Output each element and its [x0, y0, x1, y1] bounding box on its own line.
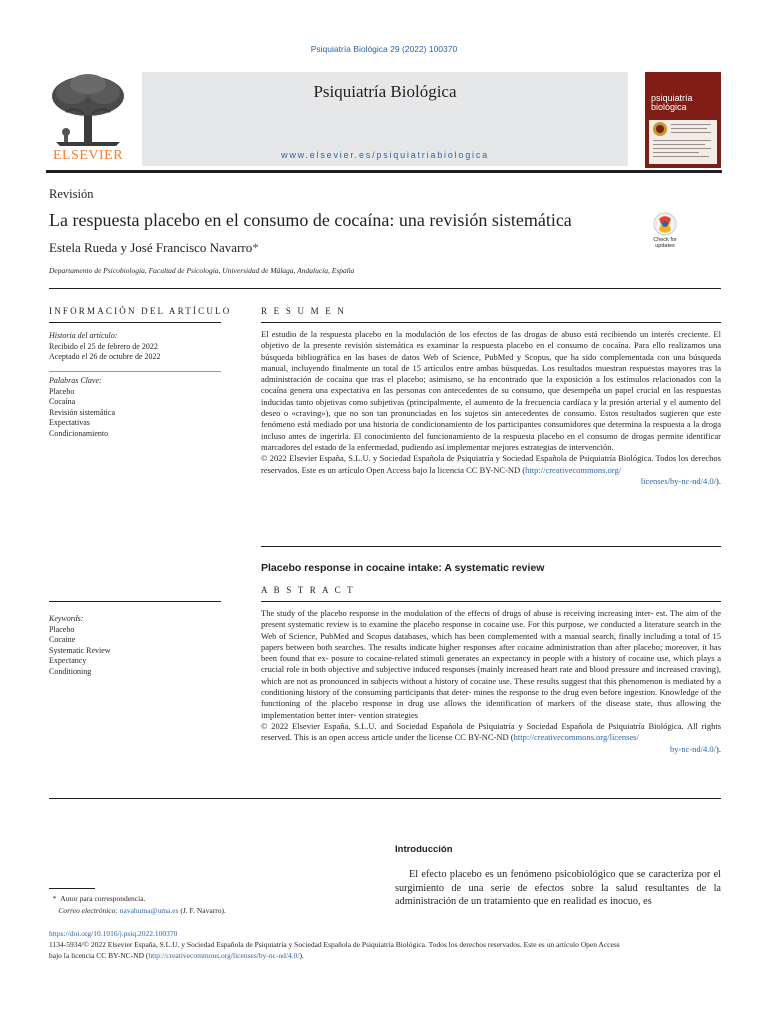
abstract-copyright: [261, 721, 721, 744]
check-updates-label: Check for updates: [653, 237, 677, 249]
resumen-line: Scopus, que ha sido complementada con una búsqueda manual, incluyendo finalmente un total de 15 artículos: [261, 351, 722, 373]
keywords-es: [49, 376, 229, 439]
correspondence-footnote: [49, 893, 226, 917]
issn-copyright: 1134-5934/© 2022 Elsevier España, S.L.U. y Sociedad Española de Psiquiatría y Sociedad Española de Psiquiatría Biológica. Todos los derechos reservados. Este es un artículo Open Access: [49, 940, 620, 949]
authors: [49, 240, 259, 256]
resumen-text: [261, 329, 721, 453]
keyword-item: Expectativas: [49, 418, 90, 427]
resumen-line: de cocaína. Para ello realizamos una búsqueda bibliográfica en las bases de datos Web of Science, PubMed y: [261, 340, 721, 362]
article-type: Revisión: [49, 187, 94, 201]
abstract-line: The study of the placebo response in the modulation of the effects of drugs of abuse is receiving increasing inter-: [261, 608, 654, 618]
cover-title-line-2: biológica: [651, 102, 687, 112]
abstract-line: posure to cocaine-related stimuli generates an expectancy in people with a history of cocaine use, which plays: [331, 653, 715, 664]
license-link[interactable]: by-nc-nd/4.0/: [669, 743, 717, 754]
history-divider: [49, 371, 221, 372]
footnote-line-2: [49, 905, 226, 917]
copyright-text: © 2022 Elsevier España, S.L.U. and Sociedad Española de Psiquiatría y Sociedad Española de Psiquiatría Biológica. All: [261, 720, 698, 731]
keywords-en-rule: [49, 601, 221, 602]
abstract-line: vention strategies: [358, 709, 419, 720]
abstract-text: [261, 608, 721, 721]
license-prefix: bajo la licencia CC BY-NC-ND (: [49, 951, 149, 960]
resumen-line: una expectativa en las personas con antecedentes de su consumo, que desempeña un papel crucial en las: [315, 385, 684, 396]
author-names: Estela Rueda y José Francisco Navarro: [49, 240, 253, 255]
footnote-rule: [49, 888, 95, 889]
introduction-text: El efecto placebo es un fenómeno psicobiológico que se caracteriza por el surgimiento de una serie de efectos sobre la salud resultantes de la administración de un tratamiento que en realidad es inocuo, es: [395, 869, 721, 907]
resumen-rule: [261, 322, 721, 323]
copyright-text: © 2022 Elsevier España, S.L.U. y Sociedad Española de Psiquiatría y Sociedad Española de Psiquiatría Biológica. Todos: [261, 453, 677, 464]
article-title: La respuesta placebo en el consumo de cocaína: una revisión sistemática: [49, 210, 572, 230]
resumen-line: la presión arterial y el aumento del deseo o «craving»), que no son tan pronunciadas en los sujetos sin: [261, 396, 722, 419]
footnote-mark: *: [52, 894, 57, 903]
abstract-line: complemented with a manual search, finally including a total of 15 papers between both searches. The results: [261, 630, 722, 652]
section-rule-bottom: [49, 798, 721, 799]
license-close: ).: [716, 743, 721, 754]
footnote-line-1: [49, 893, 226, 905]
resumen-line: El estudio de la respuesta placebo en la modulación de los efectos de las drogas de abuso está recibiendo un: [261, 329, 649, 339]
keyword-item: Cocaína: [49, 397, 76, 406]
abstract-line: a crucial role in both objective and subjective induced responses (mainly increased heart rate and blood pressure: [261, 653, 722, 675]
journal-reference[interactable]: Psiquiatría Biológica 29 (2022) 100370: [310, 44, 458, 54]
license-suffix: ).: [299, 951, 304, 960]
abstract-line: suggest that this phenomenon is mediated by a conditioning history of the consuming participants that deter-: [261, 675, 721, 698]
resumen-line: intervención.: [569, 441, 614, 452]
history-label: Historia del artículo:: [49, 331, 118, 340]
email-label: Correo electrónico:: [58, 906, 118, 915]
license-link[interactable]: http://creativecommons.org/licenses/by-nc-nd/4.0/: [148, 951, 300, 960]
journal-banner: [142, 72, 628, 166]
article-info-heading: INFORMACIÓN DEL ARTÍCULO: [49, 306, 232, 316]
cover-contents: [649, 120, 717, 164]
resumen-license-end: [261, 476, 721, 487]
resumen-line: interés creciente. El objetivo de la presente revisión sistemática es examinar la respuesta placebo en el consumo: [261, 329, 721, 351]
corresponding-author-mark[interactable]: *: [252, 240, 259, 255]
keyword-item: Expectancy: [49, 656, 87, 665]
resumen-copyright: [261, 453, 721, 476]
abstract-line: drug use allows the identification of markers of the disease state, thus allowing the implementation better inter-: [261, 698, 721, 720]
abstract-line: indicate higher responses after cocaine administration than after placebo; moreover, it has been found that ex-: [261, 641, 722, 664]
elsevier-tree-icon: [46, 72, 130, 148]
cover-title: [651, 94, 693, 112]
cover-title-line-1: psiquiatría: [651, 93, 693, 103]
abstract-rule: [261, 601, 721, 602]
affiliation: Departamento de Psicobiología, Facultad de Psicología, Universidad de Málaga, Andalucía, España: [49, 266, 355, 275]
license-line: [49, 950, 729, 961]
keywords-en-label: Keywords:: [49, 614, 84, 623]
resumen-line: antecedentes de consumo. Estos resultados sugieren que este fenómeno está mediado por una historia de: [261, 408, 722, 430]
article-history: [49, 331, 229, 363]
abstract-line: and increased craving), which are not as pronounced in subjects without a history of cocaine use. These results: [261, 664, 721, 686]
journal-url[interactable]: www.elsevier.es/psiquiatriabiologica: [281, 150, 489, 160]
resumen-line: identificar marcadores del estado de la enfermedad, pudiendo así implementar mejores estrategias de: [261, 430, 722, 452]
abstract-line: we conducted a literature search in the Web of Science, PubMed and Scopus databases, which has been: [261, 619, 722, 641]
journal-cover[interactable]: [645, 72, 721, 168]
accepted-date: Aceptado el 26 de octubre de 2022: [49, 352, 161, 361]
journal-title: Psiquiatría Biológica: [313, 82, 457, 101]
keyword-item: Revisión sistemática: [49, 407, 115, 417]
doi-link[interactable]: https://doi.org/10.1016/j.psiq.2022.100370: [49, 929, 178, 938]
abstract-license-end: [261, 744, 721, 755]
keyword-item: Cocaine: [49, 635, 76, 644]
keyword-item: Placebo: [49, 386, 75, 396]
cover-badge-icon: [649, 120, 717, 164]
abstract-heading: A B S T R A C T: [261, 585, 355, 595]
copyright-text: rights reserved. This is an open access article under the license CC BY-NC-ND (: [261, 720, 722, 743]
keyword-item: Conditioning: [49, 666, 92, 676]
keyword-item: Condicionamiento: [49, 428, 109, 438]
keywords-es-label: Palabras Clave:: [49, 376, 102, 385]
publication-info: [49, 928, 729, 961]
resumen-body: [261, 329, 721, 487]
abstract-line: est. The aim of the present systematic review is to examine the placebo response in cocaine use. For this purpose,: [261, 608, 722, 630]
check-updates-icon: [648, 212, 682, 237]
resumen-line: entre ambas búsquedas. Los resultados muestran respuestas mayores tras la administración de cocaína que: [261, 362, 721, 385]
resumen-line: ingerirla. El conocimiento del funcionamiento de la respuesta placebo en el consumo de drogas permite: [319, 430, 684, 441]
license-link[interactable]: licenses/by-nc-nd/4.0/: [640, 475, 717, 486]
received-date: Recibido el 25 de febrero de 2022: [49, 341, 158, 351]
abstract-line: mines the response to the drug even before ingestion. Knowledge of the functioning of the placebo response in: [261, 687, 721, 709]
check-for-updates-badge[interactable]: [648, 212, 682, 249]
license-link[interactable]: http://creativecommons.org/: [525, 464, 622, 475]
header-rule: [46, 170, 722, 173]
keyword-item: Systematic Review: [49, 645, 111, 655]
email-suffix: (J. F. Navarro).: [180, 906, 226, 915]
introduction-heading: Introducción: [395, 844, 453, 855]
abstract-body: [261, 608, 721, 755]
elsevier-logo[interactable]: [46, 72, 130, 164]
license-link[interactable]: http://creativecommons.org/licenses/: [513, 732, 639, 743]
license-close: ).: [716, 475, 721, 486]
keywords-en: [49, 614, 229, 677]
resumen-line: respuestas inducidas tanto objetivas como subjetivas (principalmente, el aumento de la frecuencia cardíaca y: [261, 385, 722, 407]
english-title: Placebo response in cocaine intake: A systematic review: [261, 562, 545, 574]
resumen-line: condicionamiento de los participantes consumidores que determina la respuesta a la droga incluso antes de: [261, 419, 722, 441]
footnote-corresponding: Autor para correspondencia.: [60, 894, 146, 903]
author-email-link[interactable]: navahuma@uma.es: [119, 906, 179, 915]
resumen-line: tras el placebo; asimismo, se ha encontrado que la exposición a los estímulos relacionados con la cocaína genera: [261, 374, 721, 396]
publisher-name: ELSEVIER: [52, 148, 124, 163]
keyword-item: Placebo: [49, 624, 75, 634]
info-rule: [49, 322, 221, 323]
section-rule-top: [49, 288, 721, 289]
resumen-heading: R E S U M E N: [261, 306, 347, 316]
copyright-text: los derechos reservados. Este es un artículo Open Access bajo la licencia CC BY-NC-ND (: [261, 453, 721, 475]
resumen-end-rule: [261, 546, 721, 547]
